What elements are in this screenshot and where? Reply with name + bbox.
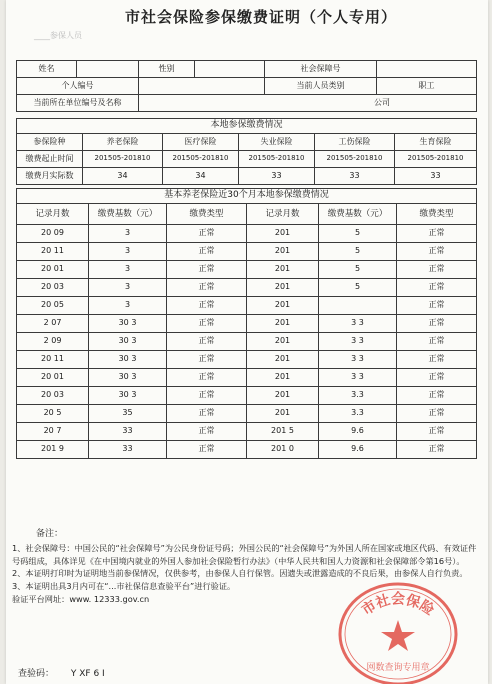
records-header-month-left: 记录月数 <box>17 204 89 225</box>
record-month-right: 201 <box>247 225 319 243</box>
record-base-right: 3 3 <box>319 351 397 369</box>
record-type-right: 正常 <box>397 423 477 441</box>
document-title: 市社会保险参保缴费证明（个人专用） <box>124 8 397 26</box>
personal-id-label: 个人编号 <box>17 78 139 95</box>
record-month-left: 20 11 <box>17 243 89 261</box>
local-section-title: 本地参保缴费情况 <box>17 119 477 134</box>
table-row <box>17 351 477 369</box>
record-type-right: 正常 <box>397 369 477 387</box>
personal-info-table <box>16 60 477 112</box>
period-unemployment: 201505-201810 <box>239 151 315 168</box>
record-type-right: 正常 <box>397 441 477 459</box>
record-base-right: 5 <box>319 225 397 243</box>
record-month-right: 201 <box>247 351 319 369</box>
table-row <box>17 369 477 387</box>
period-medical: 201505-201810 <box>163 151 239 168</box>
pension-records-table <box>16 188 477 459</box>
record-month-right: 201 <box>247 315 319 333</box>
record-month-right: 201 5 <box>247 423 319 441</box>
note-item-2: 2、本证明打印时为证明地当前参保情况，仅供参考，由参保人自行保管。因遗失或泄露造成的不良后果，由参保人自行负责。 <box>12 568 468 579</box>
record-month-left: 20 01 <box>17 261 89 279</box>
record-base-right: 9.6 <box>319 441 397 459</box>
record-month-right: 201 <box>247 405 319 423</box>
official-seal-icon <box>334 566 462 684</box>
local-insurance-table <box>16 118 477 185</box>
code-value: Y XF 6 I <box>70 669 105 679</box>
records-header-month-right: 记录月数 <box>247 204 319 225</box>
category-label: 当前人员类别 <box>265 78 377 95</box>
record-month-left: 20 05 <box>17 297 89 315</box>
table-row <box>17 279 477 297</box>
record-type-right: 正常 <box>397 261 477 279</box>
gender-value <box>195 61 265 78</box>
record-base-right: 9.6 <box>319 423 397 441</box>
record-type-left: 正常 <box>167 351 247 369</box>
verification-code-line <box>18 666 105 679</box>
record-base-left: 3 <box>89 243 167 261</box>
verify-label: 验证平台网址： <box>12 593 70 604</box>
record-base-right <box>319 297 397 315</box>
record-month-left: 20 5 <box>17 405 89 423</box>
ss-number-value <box>377 61 477 78</box>
record-base-left: 30 3 <box>89 333 167 351</box>
period-maternity: 201505-201810 <box>395 151 477 168</box>
category-value: 职工 <box>377 78 477 95</box>
record-type-left: 正常 <box>167 261 247 279</box>
period-pension: 201505-201810 <box>83 151 163 168</box>
record-base-right: 5 <box>319 261 397 279</box>
record-base-left: 3 <box>89 297 167 315</box>
record-type-left: 正常 <box>167 243 247 261</box>
record-base-left: 35 <box>89 405 167 423</box>
svg-text:市社会保险 <box>359 591 438 619</box>
table-row <box>17 387 477 405</box>
ss-number-label: 社会保障号 <box>265 61 377 78</box>
months-medical: 34 <box>163 168 239 185</box>
seal-ring-text: 市社会保险 <box>359 591 437 619</box>
months-maternity: 33 <box>395 168 477 185</box>
records-header-base-right: 缴费基数（元） <box>319 204 397 225</box>
months-injury: 33 <box>315 168 395 185</box>
table-row <box>17 225 477 243</box>
type-unemployment: 失业保险 <box>239 134 315 151</box>
record-month-right: 201 <box>247 261 319 279</box>
record-type-left: 正常 <box>167 369 247 387</box>
note-item-1: 1、社会保障号：中国公民的“社会保障号”为公民身份证号码；外国公民的“社会保障号”为外国人所在国家或地区代码、有效证件号码组成，具体详见《在中国境内就业的外国人参加社会保险暂行办法》（中华人民共和国人力资源和社会保障部令第16号）。 <box>12 542 477 566</box>
records-section-title: 基本养老保险近30个月本地参保缴费情况 <box>17 189 477 204</box>
record-type-left: 正常 <box>167 387 247 405</box>
record-type-right: 正常 <box>397 297 477 315</box>
record-base-left: 30 3 <box>89 315 167 333</box>
table-row <box>17 297 477 315</box>
certificate-sheet <box>6 0 488 684</box>
record-base-left: 33 <box>89 441 167 459</box>
unit-value: 公司 <box>139 95 477 112</box>
record-base-left: 3 <box>89 279 167 297</box>
record-month-right: 201 <box>247 387 319 405</box>
period-injury: 201505-201810 <box>315 151 395 168</box>
personal-id-value <box>139 78 265 95</box>
record-type-right: 正常 <box>397 225 477 243</box>
record-type-left: 正常 <box>167 333 247 351</box>
record-month-left: 20 03 <box>17 279 89 297</box>
table-row <box>17 261 477 279</box>
records-header-base-left: 缴费基数（元） <box>89 204 167 225</box>
insurance-type-header: 参保险种 <box>17 134 83 151</box>
type-medical: 医疗保险 <box>163 134 239 151</box>
name-value <box>77 61 139 78</box>
record-month-left: 20 09 <box>17 225 89 243</box>
code-label: 查验码： <box>18 669 55 679</box>
record-type-left: 正常 <box>167 441 247 459</box>
record-type-right: 正常 <box>397 243 477 261</box>
record-type-left: 正常 <box>167 405 247 423</box>
records-header-type-right: 缴费类型 <box>397 204 477 225</box>
record-base-left: 33 <box>89 423 167 441</box>
months-unemployment: 33 <box>239 168 315 185</box>
type-injury: 工伤保险 <box>315 134 395 151</box>
record-base-right: 3 3 <box>319 369 397 387</box>
verify-url: www. 12333.gov.cn <box>69 593 150 604</box>
record-month-right: 201 <box>247 279 319 297</box>
record-type-left: 正常 <box>167 225 247 243</box>
months-label: 缴费月实际数 <box>17 168 83 185</box>
record-month-right: 201 <box>247 369 319 387</box>
record-month-left: 20 11 <box>17 351 89 369</box>
table-row <box>17 243 477 261</box>
record-month-right: 201 <box>247 243 319 261</box>
record-type-right: 正常 <box>397 351 477 369</box>
table-row <box>17 423 477 441</box>
record-base-right: 3 3 <box>319 315 397 333</box>
record-month-left: 20 7 <box>17 423 89 441</box>
record-type-left: 正常 <box>167 315 247 333</box>
record-month-right: 201 <box>247 333 319 351</box>
unit-label: 当前所在单位编号及名称 <box>17 95 139 112</box>
record-base-left: 30 3 <box>89 369 167 387</box>
table-row <box>17 333 477 351</box>
record-month-left: 20 01 <box>17 369 89 387</box>
period-label: 缴费起止时间 <box>17 151 83 168</box>
type-maternity: 生育保险 <box>395 134 477 151</box>
record-type-right: 正常 <box>397 315 477 333</box>
record-base-left: 3 <box>89 225 167 243</box>
record-type-right: 正常 <box>397 387 477 405</box>
record-type-left: 正常 <box>167 279 247 297</box>
record-type-left: 正常 <box>167 297 247 315</box>
gender-label: 性别 <box>139 61 195 78</box>
record-base-left: 30 3 <box>89 387 167 405</box>
notes-heading: 备注： <box>36 529 64 539</box>
record-month-right: 201 <box>247 297 319 315</box>
record-month-right: 201 0 <box>247 441 319 459</box>
table-row <box>17 405 477 423</box>
type-pension: 养老保险 <box>83 134 163 151</box>
note-item-3: 3、本证明出具3月内可在“...市社保信息查验平台”进行验证。 <box>12 581 236 592</box>
faint-header-text: ____参保人员 <box>34 31 82 40</box>
record-month-left: 20 03 <box>17 387 89 405</box>
record-base-right: 5 <box>319 243 397 261</box>
record-base-right: 3.3 <box>319 405 397 423</box>
record-base-right: 3.3 <box>319 387 397 405</box>
record-month-left: 2 07 <box>17 315 89 333</box>
record-month-left: 201 9 <box>17 441 89 459</box>
record-base-left: 3 <box>89 261 167 279</box>
record-base-right: 3 3 <box>319 333 397 351</box>
record-type-right: 正常 <box>397 405 477 423</box>
records-header-type-left: 缴费类型 <box>167 204 247 225</box>
record-type-right: 正常 <box>397 333 477 351</box>
record-base-left: 30 3 <box>89 351 167 369</box>
record-month-left: 2 09 <box>17 333 89 351</box>
record-base-right: 5 <box>319 279 397 297</box>
name-label: 姓名 <box>17 61 77 78</box>
records-body <box>17 225 477 459</box>
table-row <box>17 441 477 459</box>
table-row <box>17 315 477 333</box>
months-pension: 34 <box>83 168 163 185</box>
record-type-right: 正常 <box>397 279 477 297</box>
seal-bottom-text: 网数查询专用章 <box>366 663 430 673</box>
record-type-left: 正常 <box>167 423 247 441</box>
